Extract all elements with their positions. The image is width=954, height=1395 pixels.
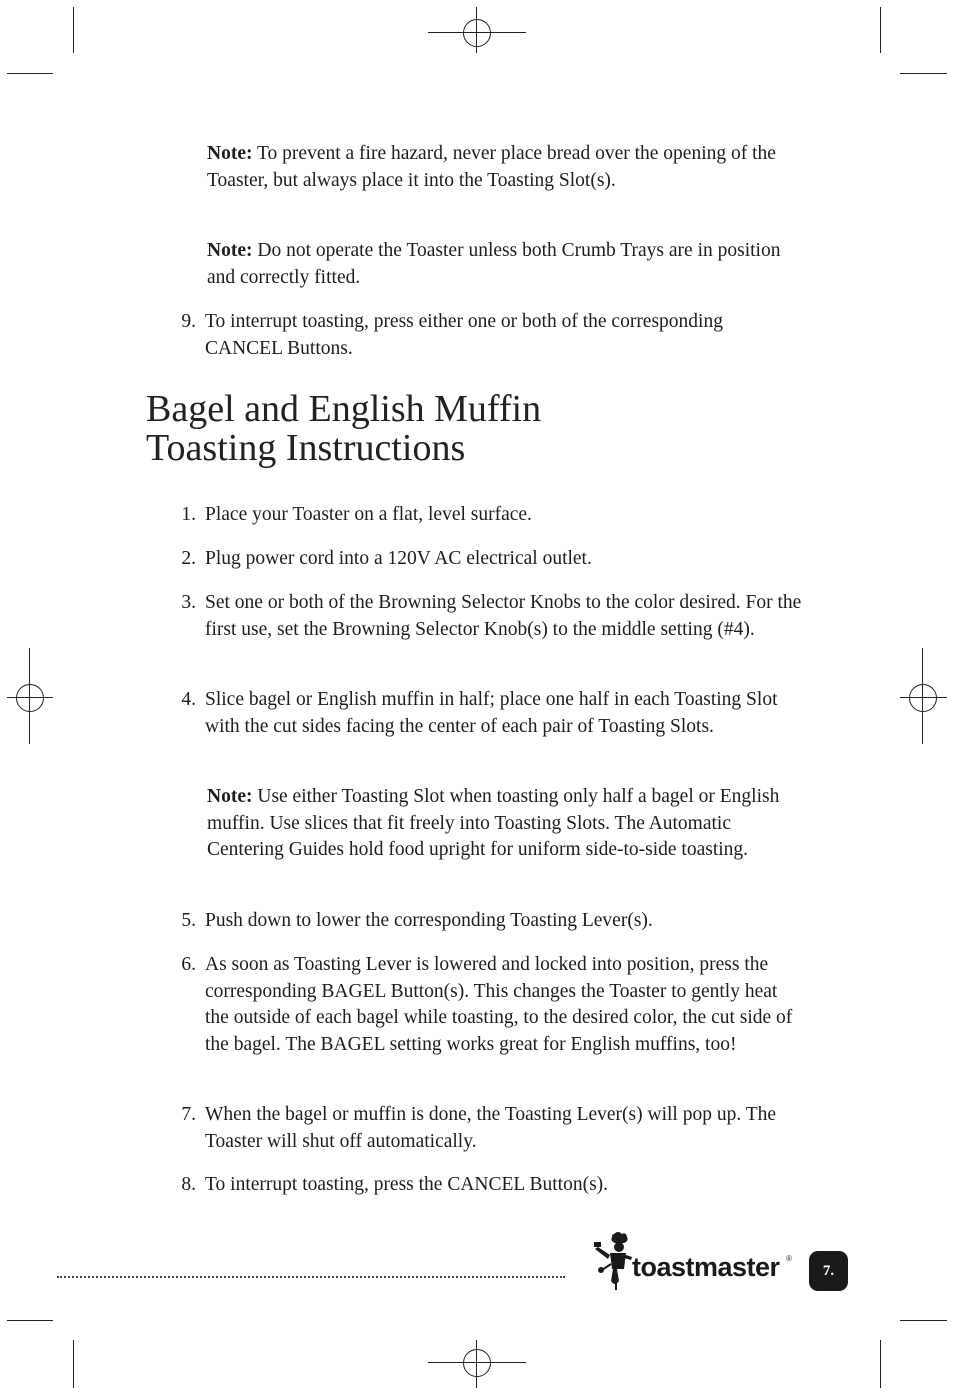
step-text: To interrupt toasting, press either one or both of the corresponding CANCEL Buttons. — [205, 311, 723, 359]
step-text: As soon as Toasting Lever is lowered and locked into position, press the corresponding BAGEL Button(s). This changes the Toaster to gently heat the outside of each bagel while toasting, to the desired color, the cut side of the bagel. The BAGEL setting works great for English muffins, too! — [205, 954, 793, 1055]
step-number: 1. — [181, 504, 196, 525]
page-number-badge — [809, 1251, 848, 1291]
step-number: 9. — [181, 311, 196, 332]
step-text: Plug power cord into a 120V AC electrical outlet. — [205, 548, 592, 569]
step-number: 5. — [181, 910, 196, 931]
note-label: Note: — [207, 143, 253, 164]
step-text: To interrupt toasting, press the CANCEL Button(s). — [205, 1174, 609, 1195]
note-text: To prevent a fire hazard, never place bread over the opening of the Toaster, but always place it into the Toasting Slot(s). — [207, 143, 776, 191]
list-item-step-8 — [174, 1172, 804, 1199]
step-number: 6. — [181, 954, 196, 975]
chef-mascot-icon — [592, 1230, 634, 1292]
step-number: 3. — [181, 592, 196, 613]
crop-mark — [900, 1320, 947, 1321]
note-text: Use either Toasting Slot when toasting only half a bagel or English muffin. Use slices that fit freely into Toasting Slots. The Automatic Centering Guides hold food upright for uniform side-to-side toasting. — [207, 786, 780, 860]
step-text: Set one or both of the Browning Selector Knobs to the color desired. For the first use, set the Browning Selector Knob(s) to the middle setting (#4). — [205, 592, 802, 640]
crop-mark — [880, 1340, 881, 1388]
crop-mark — [7, 73, 53, 74]
note-half-bagel — [207, 784, 803, 864]
crop-mark — [73, 1340, 74, 1388]
brand-logo — [592, 1232, 802, 1292]
crop-mark — [900, 73, 947, 74]
step-number: 2. — [181, 548, 196, 569]
list-item-step-1 — [174, 502, 804, 529]
list-item-step-7 — [174, 1102, 804, 1156]
step-number: 7. — [181, 1104, 196, 1125]
step-text: Slice bagel or English muffin in half; place one half in each Toasting Slot with the cut sides facing the center of each pair of Toasting Slots. — [205, 689, 778, 737]
crop-mark — [73, 7, 74, 53]
step-number: 4. — [181, 689, 196, 710]
page-number: 7. — [822, 1262, 835, 1279]
list-item-step-6 — [174, 952, 804, 1085]
list-item-step-2 — [174, 546, 804, 573]
list-item-step-3 — [174, 590, 804, 670]
note-crumb-trays — [207, 238, 803, 291]
note-text: Do not operate the Toaster unless both Crumb Trays are in position and correctly fitted. — [207, 240, 781, 288]
list-item-step-9 — [174, 309, 804, 363]
footer-divider — [57, 1276, 565, 1278]
step-text: Push down to lower the corresponding Toasting Lever(s). — [205, 910, 653, 931]
registered-mark: ® — [786, 1254, 792, 1263]
list-item-step-4 — [174, 687, 804, 767]
crop-mark — [880, 7, 881, 53]
step-text: When the bagel or muffin is done, the Toasting Lever(s) will pop up. The Toaster will shut off automatically. — [205, 1104, 777, 1152]
list-item-step-5 — [174, 908, 804, 935]
note-label: Note: — [207, 240, 253, 261]
step-text: Place your Toaster on a flat, level surface. — [205, 504, 532, 525]
heading-line-1: Bagel and English Muffin — [146, 388, 542, 430]
brand-wordmark: toastmaster — [632, 1252, 780, 1282]
note-fire-hazard — [207, 141, 803, 194]
note-label: Note: — [207, 786, 253, 807]
section-heading — [146, 390, 786, 468]
crop-mark — [7, 1320, 53, 1321]
step-number: 8. — [181, 1174, 196, 1195]
heading-line-2: Toasting Instructions — [146, 427, 466, 469]
